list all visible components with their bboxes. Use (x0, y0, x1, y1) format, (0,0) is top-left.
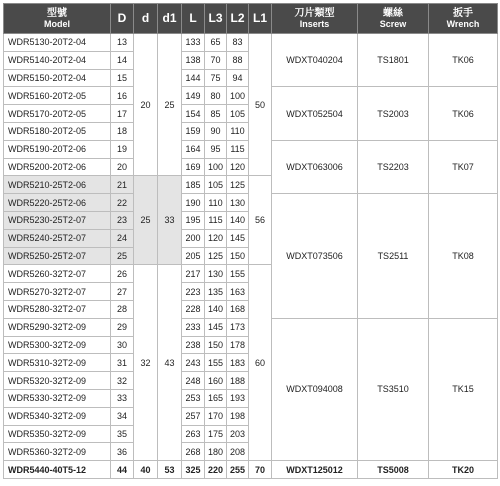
header-L2: L2 (227, 4, 249, 34)
cell-L2: 188 (227, 372, 249, 390)
cell-d: 25 (134, 176, 158, 265)
cell-d1: 25 (158, 34, 182, 176)
cell-wrench: TK20 (429, 461, 498, 479)
cell-L2: 178 (227, 336, 249, 354)
cell-D: 36 (111, 443, 134, 461)
cell-L2: 88 (227, 51, 249, 69)
cell-wrench: TK07 (429, 140, 498, 193)
cell-L: 223 (182, 283, 205, 301)
cell-L: 238 (182, 336, 205, 354)
cell-screw: TS3510 (358, 318, 429, 460)
cell-D: 14 (111, 51, 134, 69)
cell-D: 17 (111, 105, 134, 123)
cell-d: 40 (134, 461, 158, 479)
cell-L3: 130 (205, 265, 227, 283)
cell-D: 23 (111, 211, 134, 229)
cell-L3: 150 (205, 336, 227, 354)
header-wrench-en: Wrench (446, 18, 480, 29)
cell-model: WDR5300-32T2-09 (4, 336, 111, 354)
cell-L3: 90 (205, 122, 227, 140)
cell-L: 248 (182, 372, 205, 390)
cell-D: 18 (111, 122, 134, 140)
cell-screw: TS2003 (358, 87, 429, 140)
cell-D: 32 (111, 372, 134, 390)
cell-screw: TS1801 (358, 34, 429, 87)
cell-L: 200 (182, 229, 205, 247)
cell-model: WDR5170-20T2-05 (4, 105, 111, 123)
cell-D: 24 (111, 229, 134, 247)
cell-L3: 140 (205, 300, 227, 318)
cell-L2: 203 (227, 425, 249, 443)
cell-D: 25 (111, 247, 134, 265)
cell-D: 34 (111, 407, 134, 425)
cell-L3: 105 (205, 176, 227, 194)
cell-model: WDR5190-20T2-06 (4, 140, 111, 158)
cell-L3: 75 (205, 69, 227, 87)
cell-L2: 120 (227, 158, 249, 176)
cell-model: WDR5240-25T2-07 (4, 229, 111, 247)
table-row (4, 461, 498, 479)
cell-D: 28 (111, 300, 134, 318)
cell-D: 44 (111, 461, 134, 479)
cell-d1: 33 (158, 176, 182, 265)
cell-L3: 115 (205, 211, 227, 229)
cell-model: WDR5350-32T2-09 (4, 425, 111, 443)
cell-L: 185 (182, 176, 205, 194)
cell-L: 190 (182, 194, 205, 212)
header-wrench-zh: 扳手 (453, 7, 473, 19)
cell-D: 15 (111, 69, 134, 87)
cell-model: WDR5210-25T2-06 (4, 176, 111, 194)
header-D: D (111, 4, 134, 34)
cell-L: 133 (182, 34, 205, 52)
header-screw-zh: 螺絲 (383, 7, 403, 19)
cell-L3: 100 (205, 158, 227, 176)
header-screw-en: Screw (379, 18, 407, 29)
cell-L1: 50 (249, 34, 272, 176)
cell-D: 35 (111, 425, 134, 443)
cell-L3: 110 (205, 194, 227, 212)
cell-d: 32 (134, 265, 158, 461)
cell-model: WDR5290-32T2-09 (4, 318, 111, 336)
cell-L3: 135 (205, 283, 227, 301)
cell-model: WDR5180-20T2-05 (4, 122, 111, 140)
header-model-zh: 型號 (47, 7, 67, 19)
cell-L: 243 (182, 354, 205, 372)
spec-table (3, 3, 498, 479)
cell-L3: 155 (205, 354, 227, 372)
cell-L: 228 (182, 300, 205, 318)
cell-L: 325 (182, 461, 205, 479)
cell-L2: 183 (227, 354, 249, 372)
cell-screw: TS2511 (358, 194, 429, 319)
cell-L3: 85 (205, 105, 227, 123)
cell-L: 263 (182, 425, 205, 443)
cell-model: WDR5220-25T2-06 (4, 194, 111, 212)
cell-L3: 95 (205, 140, 227, 158)
cell-L3: 145 (205, 318, 227, 336)
cell-L3: 65 (205, 34, 227, 52)
cell-model: WDR5280-32T2-07 (4, 300, 111, 318)
cell-D: 31 (111, 354, 134, 372)
cell-D: 30 (111, 336, 134, 354)
cell-L2: 115 (227, 140, 249, 158)
cell-model: WDR5360-32T2-09 (4, 443, 111, 461)
cell-wrench: TK06 (429, 34, 498, 87)
cell-model: WDR5340-32T2-09 (4, 407, 111, 425)
cell-L3: 125 (205, 247, 227, 265)
cell-L1: 60 (249, 265, 272, 461)
cell-wrench: TK08 (429, 194, 498, 319)
cell-L2: 208 (227, 443, 249, 461)
cell-D: 21 (111, 176, 134, 194)
cell-model: WDR5320-32T2-09 (4, 372, 111, 390)
cell-L2: 155 (227, 265, 249, 283)
cell-insert: WDXT063006 (272, 140, 358, 193)
cell-L3: 120 (205, 229, 227, 247)
cell-insert: WDXT094008 (272, 318, 358, 460)
cell-model: WDR5150-20T2-04 (4, 69, 111, 87)
cell-L2: 168 (227, 300, 249, 318)
cell-L2: 140 (227, 211, 249, 229)
header-model (4, 4, 111, 34)
cell-L: 268 (182, 443, 205, 461)
cell-model: WDR5310-32T2-09 (4, 354, 111, 372)
cell-L: 195 (182, 211, 205, 229)
cell-insert: WDXT052504 (272, 87, 358, 140)
cell-L2: 198 (227, 407, 249, 425)
cell-L: 217 (182, 265, 205, 283)
cell-L2: 83 (227, 34, 249, 52)
cell-d1: 43 (158, 265, 182, 461)
cell-model: WDR5140-20T2-04 (4, 51, 111, 69)
cell-L2: 125 (227, 176, 249, 194)
cell-D: 26 (111, 265, 134, 283)
cell-D: 33 (111, 389, 134, 407)
cell-D: 20 (111, 158, 134, 176)
cell-L3: 165 (205, 389, 227, 407)
cell-L3: 180 (205, 443, 227, 461)
cell-L3: 170 (205, 407, 227, 425)
cell-D: 27 (111, 283, 134, 301)
cell-L2: 255 (227, 461, 249, 479)
table-row (4, 34, 498, 52)
header-d1: d1 (158, 4, 182, 34)
cell-L: 169 (182, 158, 205, 176)
header-inserts-en: Inserts (299, 18, 330, 29)
cell-L: 149 (182, 87, 205, 105)
cell-D: 29 (111, 318, 134, 336)
header-d: d (134, 4, 158, 34)
cell-L2: 173 (227, 318, 249, 336)
cell-D: 13 (111, 34, 134, 52)
cell-L3: 160 (205, 372, 227, 390)
cell-L3: 70 (205, 51, 227, 69)
cell-screw: TS5008 (358, 461, 429, 479)
cell-d: 20 (134, 34, 158, 176)
cell-L2: 193 (227, 389, 249, 407)
cell-L: 257 (182, 407, 205, 425)
cell-L3: 80 (205, 87, 227, 105)
cell-L2: 145 (227, 229, 249, 247)
header-L3: L3 (205, 4, 227, 34)
table-body (4, 34, 498, 479)
cell-L: 138 (182, 51, 205, 69)
cell-L: 205 (182, 247, 205, 265)
cell-model: WDR5330-32T2-09 (4, 389, 111, 407)
cell-L: 233 (182, 318, 205, 336)
header-L1: L1 (249, 4, 272, 34)
cell-model: WDR5230-25T2-07 (4, 211, 111, 229)
header-row (4, 4, 498, 34)
cell-model: WDR5130-20T2-04 (4, 34, 111, 52)
header-inserts-zh: 刀片類型 (294, 7, 335, 19)
cell-insert: WDXT073506 (272, 194, 358, 319)
cell-L2: 100 (227, 87, 249, 105)
cell-L1: 56 (249, 176, 272, 265)
header-wrench (429, 4, 498, 34)
cell-L1: 70 (249, 461, 272, 479)
cell-screw: TS2203 (358, 140, 429, 193)
cell-L2: 150 (227, 247, 249, 265)
cell-insert: WDXT040204 (272, 34, 358, 87)
cell-L2: 105 (227, 105, 249, 123)
cell-D: 16 (111, 87, 134, 105)
cell-L: 154 (182, 105, 205, 123)
cell-L: 159 (182, 122, 205, 140)
cell-L: 144 (182, 69, 205, 87)
cell-L3: 175 (205, 425, 227, 443)
cell-L3: 220 (205, 461, 227, 479)
cell-model: WDR5250-25T2-07 (4, 247, 111, 265)
cell-model: WDR5270-32T2-07 (4, 283, 111, 301)
cell-L: 164 (182, 140, 205, 158)
cell-d1: 53 (158, 461, 182, 479)
header-model-en: Model (44, 18, 70, 29)
cell-L2: 130 (227, 194, 249, 212)
cell-L2: 110 (227, 122, 249, 140)
cell-L2: 163 (227, 283, 249, 301)
cell-model: WDR5160-20T2-05 (4, 87, 111, 105)
cell-L2: 94 (227, 69, 249, 87)
header-screw (358, 4, 429, 34)
cell-insert: WDXT125012 (272, 461, 358, 479)
header-L: L (182, 4, 205, 34)
cell-model: WDR5440-40T5-12 (4, 461, 111, 479)
cell-L: 253 (182, 389, 205, 407)
cell-model: WDR5260-32T2-07 (4, 265, 111, 283)
cell-model: WDR5200-20T2-06 (4, 158, 111, 176)
cell-D: 22 (111, 194, 134, 212)
cell-wrench: TK15 (429, 318, 498, 460)
cell-D: 19 (111, 140, 134, 158)
header-inserts (272, 4, 358, 34)
cell-wrench: TK06 (429, 87, 498, 140)
